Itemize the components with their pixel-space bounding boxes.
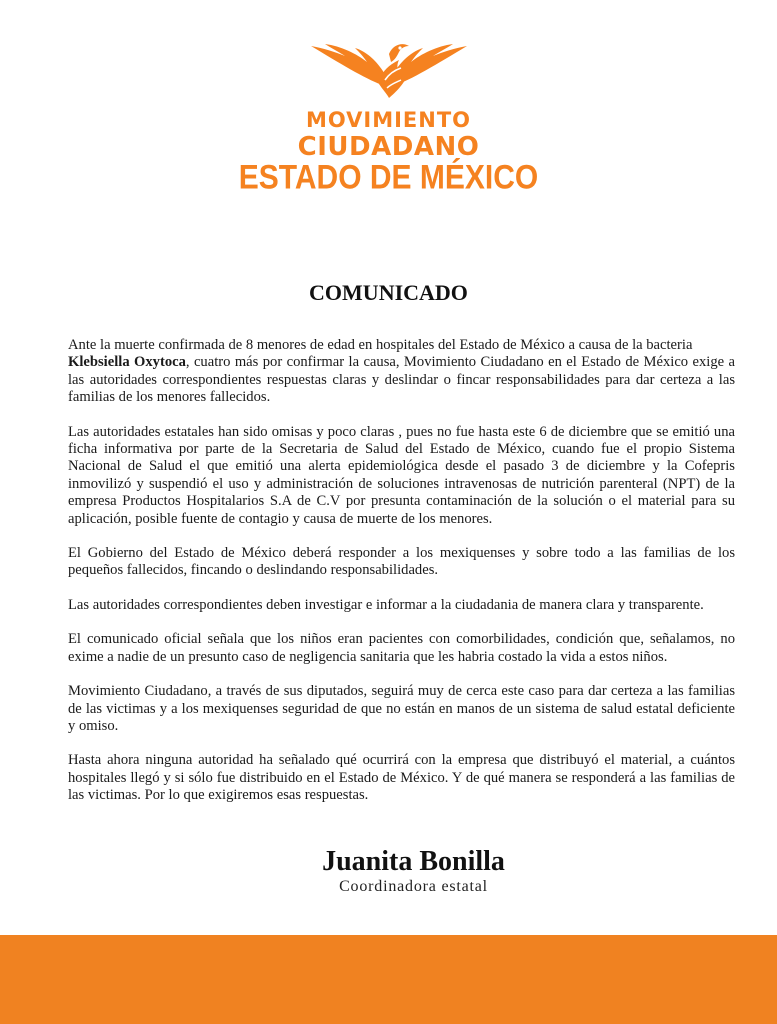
org-state-name: ESTADO DE MÉXICO [238, 158, 539, 197]
document-title: COMUNICADO [309, 280, 468, 305]
paragraph-7: Hasta ahora ninguna autoridad ha señalado qué ocurrirá con la empresa que distribuyó el material, a cuántos hospitales llegó y si sólo fue distribuido en el Estado de México. Y de qué manera se responderá a las familias de las victimas. Por lo que exigiremos esas respuestas. [68, 752, 735, 804]
party-logo [0, 40, 777, 197]
paragraph-1 [68, 337, 735, 407]
signature-block [0, 848, 777, 896]
paragraph-5: El comunicado oficial señala que los niños eran pacientes con comorbilidades, condición que, señalamos, no exime a nadie de un presunto caso de negligencia sanitaria que les habria costado la vida a estos niños. [68, 631, 735, 665]
paragraph-4: Las autoridades correspondientes deben investigar e informar a la ciudadania de manera clara y transparente. [68, 596, 704, 613]
paragraph-1-intro: Ante la muerte confirmada de 8 menores de edad en hospitales del Estado de México a causa de la bacteria [68, 337, 693, 353]
footer-bar [0, 935, 777, 1024]
eagle-icon [301, 40, 477, 100]
bacteria-name: Klebsiella Oxytoca [68, 354, 186, 371]
paragraph-2: Las autoridades estatales han sido omisas y poco claras , pues no fue hasta este 6 de diciembre que se emitió una ficha informativa por parte de la Secretaria de Salud del Estado de México, cuando fue el propio Sistema Nacional de Salud el que emitió una alerta epidemiológica desde el pasado 3 de diciembre y la Cofepris inmovilizó y suspendió el uso y administración de soluciones intravenosas de nutrición parenteral (NPT) de la empresa Productos Hospitalarios S.A de C.V por presunta contaminación de la solución o el material para su aplicación, posible fuente de contagio y causa de muerte de los menores. [68, 423, 735, 527]
org-name-line1: MOVIMIENTO [305, 108, 472, 132]
signatory-name: Juanita Bonilla [322, 846, 505, 877]
org-name-line2: CIUDADANO [297, 132, 480, 162]
signatory-role: Coordinadora estatal [339, 878, 488, 895]
document-body [68, 337, 735, 822]
paragraph-3: El Gobierno del Estado de México deberá responder a los mexiquenses y sobre todo a las familias de los pequeños fallecidos, fincando o deslindando responsabilidades. [68, 545, 735, 579]
paragraph-1-rest: , cuatro más por confirmar la causa, Movimiento Ciudadano en el Estado de México exige a las autoridades correspondientes respuestas claras y deslindar o fincar responsabilidades para dar certeza a las familias de los menores fallecidos. [68, 354, 735, 406]
paragraph-6: Movimiento Ciudadano, a través de sus diputados, seguirá muy de cerca este caso para dar certeza a las familias de las victimas y a los mexiquenses seguridad de que no están en manos de un sistema de salud estatal deficiente y omiso. [68, 683, 735, 734]
